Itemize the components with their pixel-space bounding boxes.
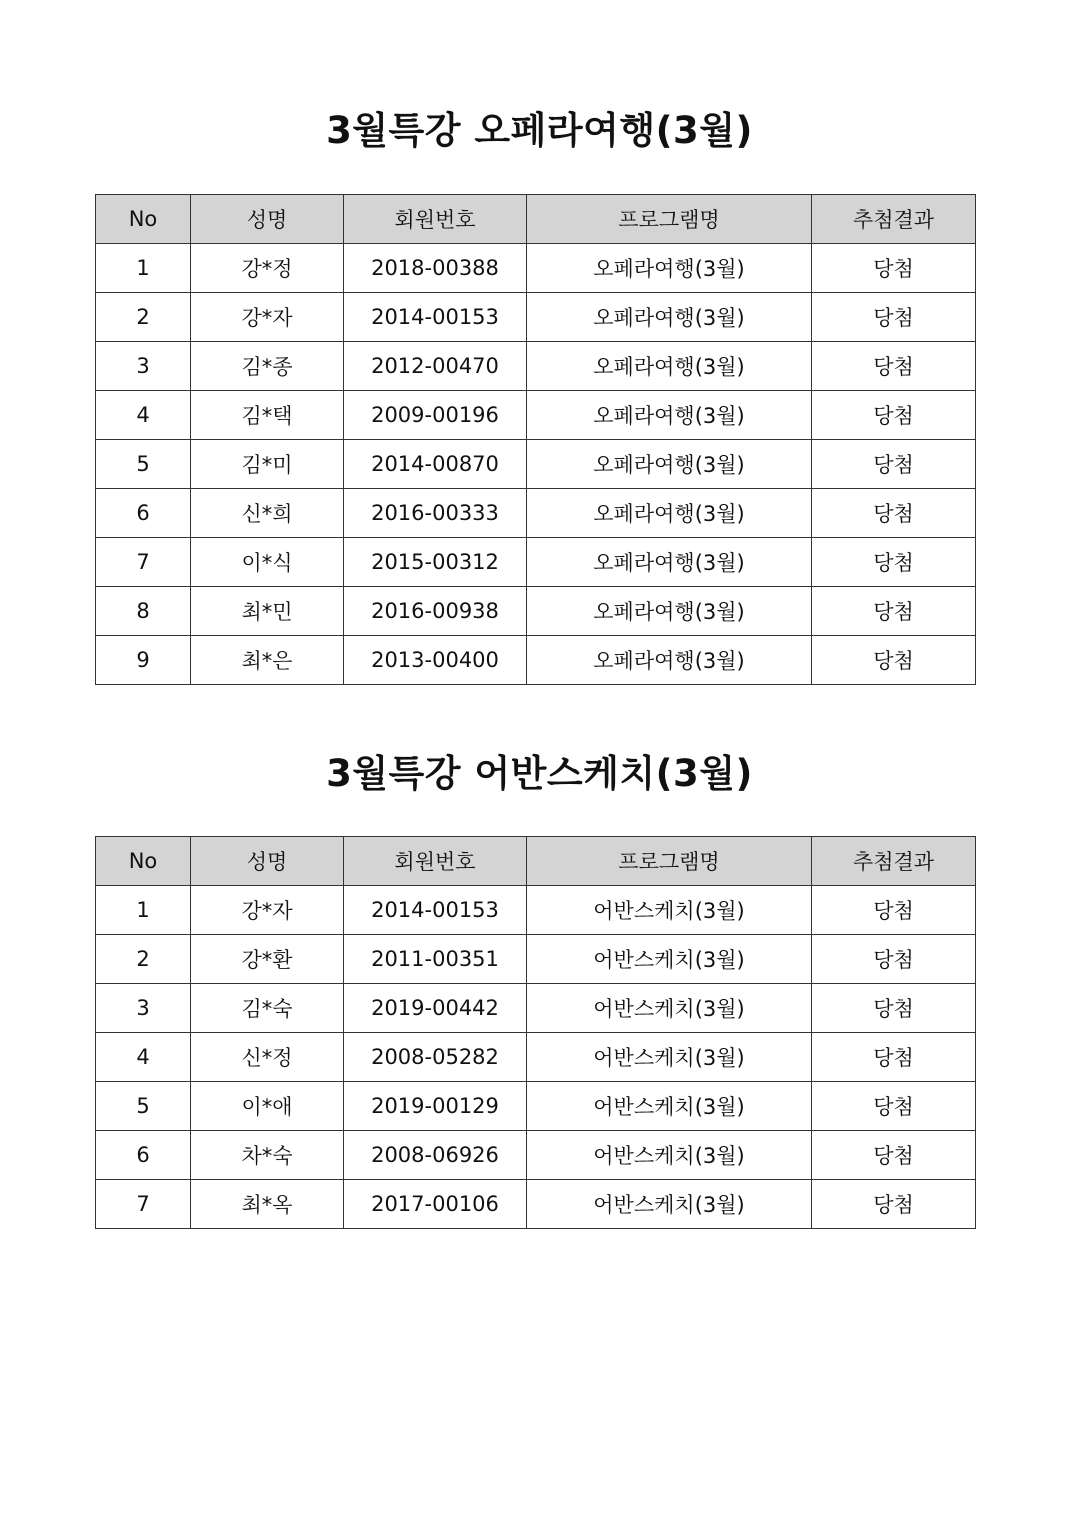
cell-draw-result: 당첨 [812, 1131, 976, 1180]
cell-member-number: 2018-00388 [344, 244, 527, 293]
cell-member-number: 2012-00470 [344, 342, 527, 391]
opera-winners-table [95, 194, 976, 685]
column-header-draw-result: 추첨결과 [812, 837, 976, 886]
cell-program-name: 어반스케치(3월) [527, 984, 812, 1033]
cell-member-number: 2019-00442 [344, 984, 527, 1033]
cell-draw-result: 당첨 [812, 440, 976, 489]
cell-no: 4 [96, 1033, 191, 1082]
cell-no: 3 [96, 984, 191, 1033]
cell-draw-result: 당첨 [812, 489, 976, 538]
cell-draw-result: 당첨 [812, 1033, 976, 1082]
cell-program-name: 오페라여행(3월) [527, 587, 812, 636]
table-header [96, 195, 976, 244]
cell-member-number: 2008-05282 [344, 1033, 527, 1082]
cell-program-name: 오페라여행(3월) [527, 489, 812, 538]
cell-program-name: 어반스케치(3월) [527, 1131, 812, 1180]
cell-no: 7 [96, 538, 191, 587]
cell-name: 김*종 [191, 342, 344, 391]
table-body [96, 886, 976, 1229]
cell-no: 8 [96, 587, 191, 636]
table-row [96, 1180, 976, 1229]
table-row [96, 391, 976, 440]
cell-name: 차*숙 [191, 1131, 344, 1180]
table-row [96, 587, 976, 636]
cell-no: 2 [96, 293, 191, 342]
column-header-draw-result: 추첨결과 [812, 195, 976, 244]
cell-no: 6 [96, 1131, 191, 1180]
cell-no: 1 [96, 886, 191, 935]
table-row [96, 1082, 976, 1131]
cell-no: 5 [96, 440, 191, 489]
table-row [96, 935, 976, 984]
cell-program-name: 어반스케치(3월) [527, 886, 812, 935]
cell-draw-result: 당첨 [812, 391, 976, 440]
cell-member-number: 2015-00312 [344, 538, 527, 587]
cell-draw-result: 당첨 [812, 587, 976, 636]
cell-member-number: 2014-00153 [344, 886, 527, 935]
cell-no: 2 [96, 935, 191, 984]
cell-member-number: 2014-00153 [344, 293, 527, 342]
cell-name: 김*미 [191, 440, 344, 489]
column-header-program-name: 프로그램명 [527, 195, 812, 244]
cell-no: 7 [96, 1180, 191, 1229]
cell-member-number: 2008-06926 [344, 1131, 527, 1180]
cell-name: 강*자 [191, 293, 344, 342]
cell-no: 4 [96, 391, 191, 440]
cell-member-number: 2009-00196 [344, 391, 527, 440]
cell-no: 1 [96, 244, 191, 293]
cell-name: 강*자 [191, 886, 344, 935]
cell-draw-result: 당첨 [812, 636, 976, 685]
cell-no: 9 [96, 636, 191, 685]
cell-draw-result: 당첨 [812, 935, 976, 984]
table-row [96, 293, 976, 342]
cell-program-name: 오페라여행(3월) [527, 342, 812, 391]
cell-name: 김*택 [191, 391, 344, 440]
table-row [96, 440, 976, 489]
cell-member-number: 2017-00106 [344, 1180, 527, 1229]
cell-no: 5 [96, 1082, 191, 1131]
cell-member-number: 2016-00938 [344, 587, 527, 636]
table-row [96, 489, 976, 538]
cell-program-name: 오페라여행(3월) [527, 440, 812, 489]
header-row [96, 195, 976, 244]
header-row [96, 837, 976, 886]
cell-program-name: 어반스케치(3월) [527, 1082, 812, 1131]
urban-sketch-winners-table [95, 836, 976, 1229]
cell-name: 이*식 [191, 538, 344, 587]
cell-program-name: 오페라여행(3월) [527, 293, 812, 342]
cell-program-name: 어반스케치(3월) [527, 935, 812, 984]
cell-no: 3 [96, 342, 191, 391]
table-row [96, 538, 976, 587]
cell-name: 최*민 [191, 587, 344, 636]
cell-program-name: 어반스케치(3월) [527, 1033, 812, 1082]
cell-draw-result: 당첨 [812, 244, 976, 293]
cell-name: 최*은 [191, 636, 344, 685]
section-title-opera: 3월특강 오페라여행(3월) [326, 109, 753, 152]
cell-name: 김*숙 [191, 984, 344, 1033]
cell-member-number: 2016-00333 [344, 489, 527, 538]
table-row [96, 984, 976, 1033]
cell-draw-result: 당첨 [812, 342, 976, 391]
cell-member-number: 2011-00351 [344, 935, 527, 984]
cell-name: 이*애 [191, 1082, 344, 1131]
table-body [96, 244, 976, 685]
cell-name: 강*환 [191, 935, 344, 984]
cell-name: 신*희 [191, 489, 344, 538]
section-title-urban-sketch: 3월특강 어반스케치(3월) [326, 752, 753, 795]
table-row [96, 1033, 976, 1082]
column-header-member-number: 회원번호 [344, 195, 527, 244]
cell-member-number: 2014-00870 [344, 440, 527, 489]
cell-name: 강*정 [191, 244, 344, 293]
cell-name: 신*정 [191, 1033, 344, 1082]
cell-draw-result: 당첨 [812, 1082, 976, 1131]
cell-program-name: 어반스케치(3월) [527, 1180, 812, 1229]
table-row [96, 1131, 976, 1180]
column-header-no: No [96, 195, 191, 244]
cell-no: 6 [96, 489, 191, 538]
column-header-name: 성명 [191, 195, 344, 244]
cell-program-name: 오페라여행(3월) [527, 636, 812, 685]
cell-program-name: 오페라여행(3월) [527, 391, 812, 440]
cell-member-number: 2019-00129 [344, 1082, 527, 1131]
cell-draw-result: 당첨 [812, 293, 976, 342]
table-header [96, 837, 976, 886]
column-header-program-name: 프로그램명 [527, 837, 812, 886]
cell-draw-result: 당첨 [812, 1180, 976, 1229]
cell-draw-result: 당첨 [812, 984, 976, 1033]
cell-program-name: 오페라여행(3월) [527, 538, 812, 587]
cell-name: 최*옥 [191, 1180, 344, 1229]
table-row [96, 886, 976, 935]
column-header-name: 성명 [191, 837, 344, 886]
cell-program-name: 오페라여행(3월) [527, 244, 812, 293]
table-row [96, 636, 976, 685]
cell-member-number: 2013-00400 [344, 636, 527, 685]
cell-draw-result: 당첨 [812, 538, 976, 587]
column-header-member-number: 회원번호 [344, 837, 527, 886]
table-row [96, 342, 976, 391]
cell-draw-result: 당첨 [812, 886, 976, 935]
column-header-no: No [96, 837, 191, 886]
table-row [96, 244, 976, 293]
